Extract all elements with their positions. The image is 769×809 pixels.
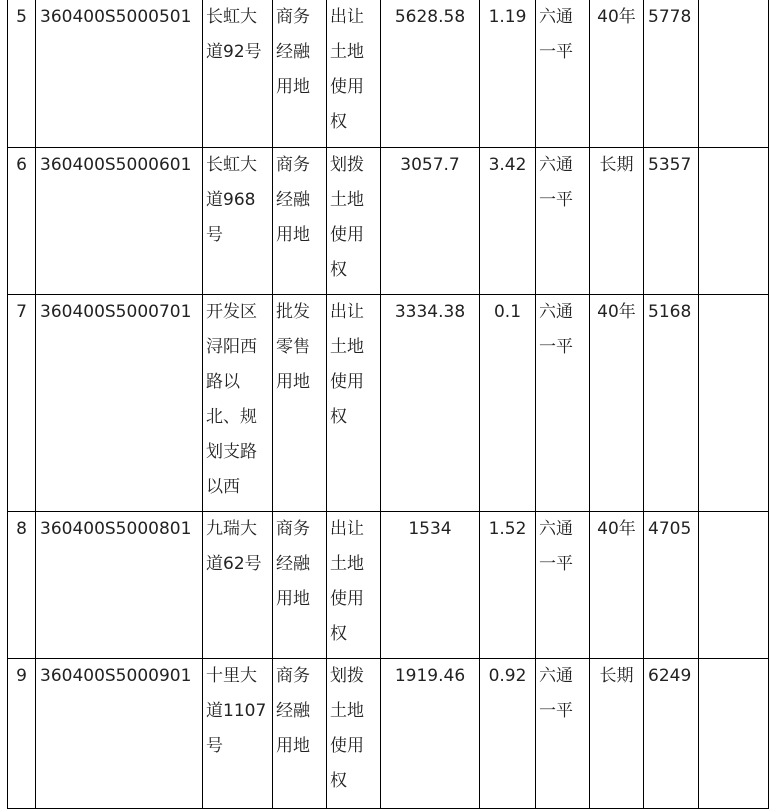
land-area: 5628.58 [381, 0, 480, 148]
use-term: 40年 [590, 512, 644, 659]
parcel-location: 长虹大道968号 [203, 148, 273, 295]
parcel-code: 360400S5000901 [36, 659, 203, 809]
plot-ratio: 3.42 [480, 148, 536, 295]
row-number: 6 [8, 148, 36, 295]
land-area: 3334.38 [381, 295, 480, 512]
plot-ratio: 1.19 [480, 0, 536, 148]
parcel-code: 360400S5000601 [36, 148, 203, 295]
development-level: 六通一平 [536, 512, 590, 659]
table-row [8, 148, 769, 295]
remarks [699, 295, 769, 512]
remarks [699, 659, 769, 809]
development-level: 六通一平 [536, 148, 590, 295]
use-term: 40年 [590, 0, 644, 148]
land-area: 3057.7 [381, 148, 480, 295]
land-rights: 划拨土地使用权 [327, 148, 381, 295]
land-use: 商务经融用地 [273, 659, 327, 809]
use-term: 长期 [590, 148, 644, 295]
row-number: 9 [8, 659, 36, 809]
remarks [699, 512, 769, 659]
land-table [7, 0, 769, 809]
development-level: 六通一平 [536, 295, 590, 512]
plot-ratio: 0.92 [480, 659, 536, 809]
row-number: 8 [8, 512, 36, 659]
land-rights: 出让土地使用权 [327, 0, 381, 148]
development-level: 六通一平 [536, 659, 590, 809]
use-term: 长期 [590, 659, 644, 809]
table-row [8, 512, 769, 659]
land-rights: 划拨土地使用权 [327, 659, 381, 809]
parcel-location: 十里大道1107号 [203, 659, 273, 809]
land-rights: 出让土地使用权 [327, 295, 381, 512]
unit-price: 6249 [644, 659, 699, 809]
use-term: 40年 [590, 295, 644, 512]
table-row [8, 295, 769, 512]
parcel-location: 长虹大道92号 [203, 0, 273, 148]
unit-price: 5357 [644, 148, 699, 295]
plot-ratio: 0.1 [480, 295, 536, 512]
parcel-code: 360400S5000801 [36, 512, 203, 659]
land-use: 商务经融用地 [273, 0, 327, 148]
parcel-location: 开发区浔阳西路以北、规划支路以西 [203, 295, 273, 512]
plot-ratio: 1.52 [480, 512, 536, 659]
parcel-code: 360400S5000701 [36, 295, 203, 512]
unit-price: 4705 [644, 512, 699, 659]
table-row [8, 659, 769, 809]
land-area: 1919.46 [381, 659, 480, 809]
row-number: 7 [8, 295, 36, 512]
parcel-location: 九瑞大道62号 [203, 512, 273, 659]
land-use: 商务经融用地 [273, 512, 327, 659]
remarks [699, 148, 769, 295]
land-area: 1534 [381, 512, 480, 659]
table-row [8, 0, 769, 148]
land-use: 商务经融用地 [273, 148, 327, 295]
development-level: 六通一平 [536, 0, 590, 148]
remarks [699, 0, 769, 148]
unit-price: 5168 [644, 295, 699, 512]
land-rights: 出让土地使用权 [327, 512, 381, 659]
land-use: 批发零售用地 [273, 295, 327, 512]
unit-price: 5778 [644, 0, 699, 148]
parcel-code: 360400S5000501 [36, 0, 203, 148]
row-number: 5 [8, 0, 36, 148]
